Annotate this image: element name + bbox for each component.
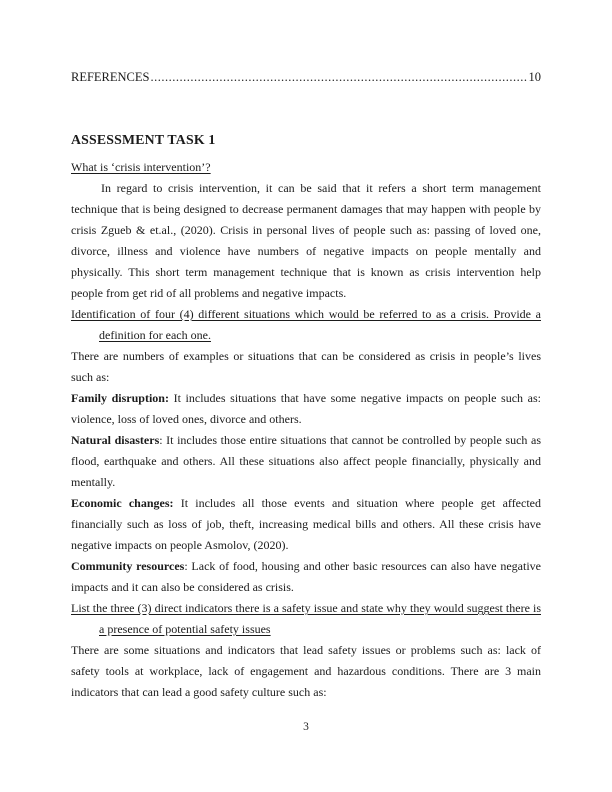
question-3-heading: List the three (3) direct indicators there is a safety issue and state why they would suggest there is a presence of potential safety issues [71, 601, 541, 636]
page-number: 3 [303, 721, 309, 733]
crisis-item-natural-disasters [71, 430, 541, 493]
toc-entry-page-number: 10 [528, 70, 541, 84]
question-1-paragraph: In regard to crisis intervention, it can be said that it refers a short term management technique that is being designed to decrease permanent damages that may happen with people by crisis Zgueb & et.al., (2020). Crisis in personal lives of people such as: passing of loved one, divorce, illness and violence have numbers of negative impacts on people mentally and physically. This short term management technique that is known as crisis intervention help people from get rid of all problems and negative impacts. [71, 181, 541, 300]
crisis-item-text: : It includes those entire situations that cannot be controlled by people such as flood, earthquake and others. All these situations also affect people financially, physically and mentally. [71, 433, 541, 489]
page-content [71, 70, 541, 703]
crisis-item-label: Natural disasters [71, 433, 160, 447]
assessment-task-title: ASSESSMENT TASK 1 [71, 132, 216, 147]
crisis-item-text: : Lack of food, housing and other basic resources can also have negative impacts and it can also be considered as crisis. [71, 559, 541, 594]
crisis-item-text: It includes situations that have some negative impacts on people such as: violence, loss of loved ones, divorce and others. [71, 391, 541, 426]
crisis-item-label: Community resources [71, 559, 185, 573]
crisis-item-economic-changes [71, 493, 541, 556]
toc-dot-leader [151, 70, 528, 85]
toc-entry-label: REFERENCES [71, 70, 150, 84]
question-1-heading: What is ‘crisis intervention’? [71, 160, 211, 174]
question-3-paragraph: There are some situations and indicators that lead safety issues or problems such as: lack of safety tools at workplace, lack of engagement and hazardous conditions. There are 3 main indicators that can lead a good safety culture such as: [71, 643, 541, 699]
crisis-item-family-disruption [71, 388, 541, 430]
crisis-item-community-resources [71, 556, 541, 598]
question-2-heading: Identification of four (4) different situations which would be referred to as a crisis. Provide a definition for each one. [71, 307, 541, 342]
crisis-item-label: Family disruption: [71, 391, 169, 405]
toc-entry-references [71, 70, 541, 85]
question-2-intro-paragraph: There are numbers of examples or situations that can be considered as crisis in people’s lives such as: [71, 349, 541, 384]
crisis-item-label: Economic changes: [71, 496, 174, 510]
crisis-item-text: It includes all those events and situation where people get affected financially such as loss of job, theft, increasing medical bills and others. All these crisis have negative impacts on people Asmolov, (2020). [71, 496, 541, 552]
